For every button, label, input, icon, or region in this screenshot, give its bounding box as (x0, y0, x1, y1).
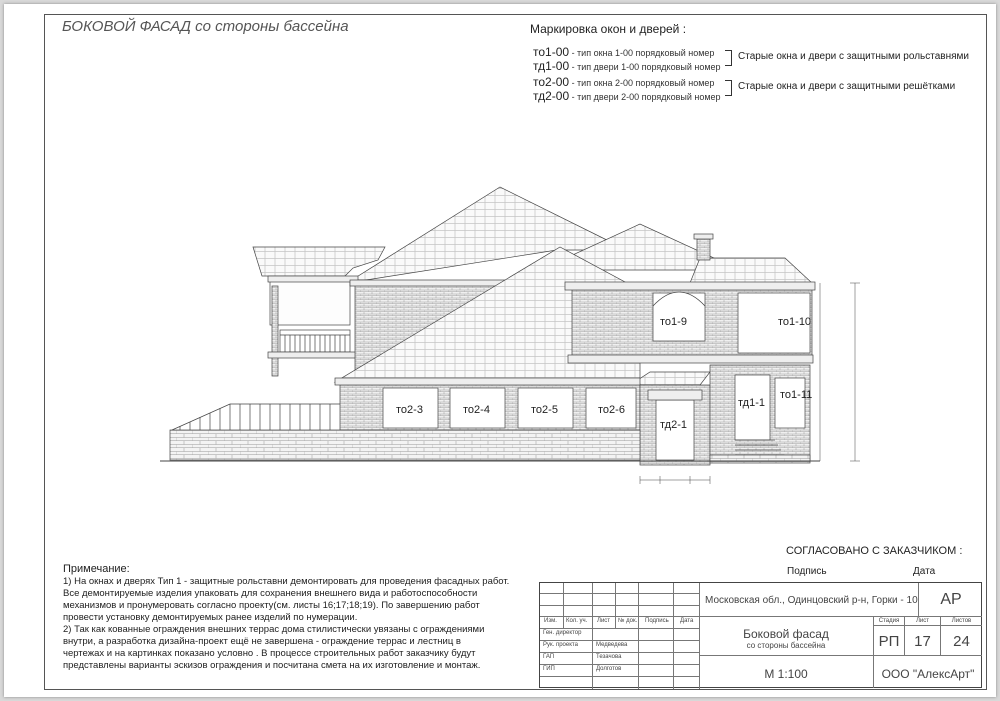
legend-group-shutters: Старые окна и двери с защитными рольставнями (738, 51, 969, 62)
company-name: ООО "АлексАрт" (881, 667, 975, 681)
window-label: то1-10 (778, 316, 812, 328)
window-label: то2-6 (598, 404, 625, 416)
page-title: БОКОВОЙ ФАСАД со стороны бассейна (62, 18, 349, 35)
role-label: Рук. проекта (543, 642, 578, 648)
window-label: то1-9 (660, 316, 687, 328)
door-label: тд2-1 (660, 419, 687, 431)
legend-code: то1-00 (533, 45, 570, 59)
legend-desc: - тип двери 1-00 порядковый номер (569, 62, 721, 72)
project-address: Московская обл., Одинцовский р-н, Горки - 10 (705, 595, 918, 606)
note-line: внутри, а разработка дизайна-проект ещё не завершена - ограждение террас и лестниц в (63, 636, 461, 647)
legend-desc: - тип окна 1-00 порядковый номер (569, 48, 715, 58)
approval-sign-label: Подпись (787, 566, 827, 577)
legend-desc: - тип окна 2-00 порядковый номер (569, 78, 715, 88)
approval-date-label: Дата (913, 566, 936, 577)
stage-label: Стадия (878, 618, 900, 624)
sheets-label: Листов (951, 618, 972, 624)
legend-code: то2-00 (533, 75, 570, 89)
sheet-label: Лист (915, 618, 930, 624)
approval-title: СОГЛАСОВАНО С ЗАКАЗЧИКОМ : (786, 545, 963, 557)
legend-desc: - тип двери 2-00 порядковый номер (569, 92, 721, 102)
facade-structure (160, 187, 860, 484)
window-label: то2-5 (531, 404, 558, 416)
person-name: Тезачова (596, 654, 622, 660)
sheets-total: 24 (953, 633, 970, 650)
person-name: Долготов (596, 666, 622, 672)
sheet-subtitle: со стороны бассейна (746, 641, 826, 650)
title-block (539, 582, 982, 688)
role-label: ГАП (543, 654, 555, 660)
note-line: механизмов и пронумеровать согласно проекту(см. листы 16;17;18;19). По завершению работ (63, 600, 480, 611)
window-label: то2-3 (396, 404, 423, 416)
sheet-number: 17 (914, 633, 931, 650)
note-line: чертежах и на картинках показано условно . В процессе строительных работ заказчику будут (63, 648, 476, 659)
legend-title: Маркировка окон и дверей : (530, 22, 687, 36)
note-line: Все демонтируемые изделия упаковать для сохранения внешнего вида и работоспособности (63, 588, 478, 599)
note-line: 1) На окнах и дверях Тип 1 - защитные рольставни демонтировать для проведения фасадных работ. (63, 576, 510, 587)
window-label: то1-11 (780, 389, 813, 401)
legend-group-grilles: Старые окна и двери с защитными решётками (738, 81, 956, 92)
section-code: АР (940, 591, 962, 608)
col-header: Лист (597, 618, 611, 624)
sheet-title: Боковой фасад (743, 627, 829, 641)
col-header: Кол. уч. (566, 618, 588, 624)
col-header: № док. (618, 618, 638, 624)
col-header: Подпись (645, 618, 669, 624)
role-label: Ген. директор (543, 630, 582, 636)
note-line: провести установку демонтируемых ранее изделий по нумерации. (63, 612, 358, 623)
note-line: представлены варианты эскизов ограждения и посчитана смета на их изготовление и монтаж. (63, 660, 481, 671)
legend-code: тд1-00 (533, 59, 570, 73)
person-name: Медведева (596, 642, 628, 648)
door-label: тд1-1 (738, 397, 765, 409)
window-label: то2-4 (463, 404, 490, 416)
scale: М 1:100 (764, 667, 808, 681)
role-label: ГИП (543, 666, 555, 672)
stage-value: РП (878, 633, 900, 650)
notes-title: Примечание: (63, 563, 130, 575)
legend-code: тд2-00 (533, 89, 570, 103)
note-line: 2) Так как кованные ограждения внешних террас дома стилистически увязаны с ограждениями (63, 624, 485, 635)
col-header: Дата (680, 618, 694, 624)
col-header: Изм. (544, 618, 557, 624)
